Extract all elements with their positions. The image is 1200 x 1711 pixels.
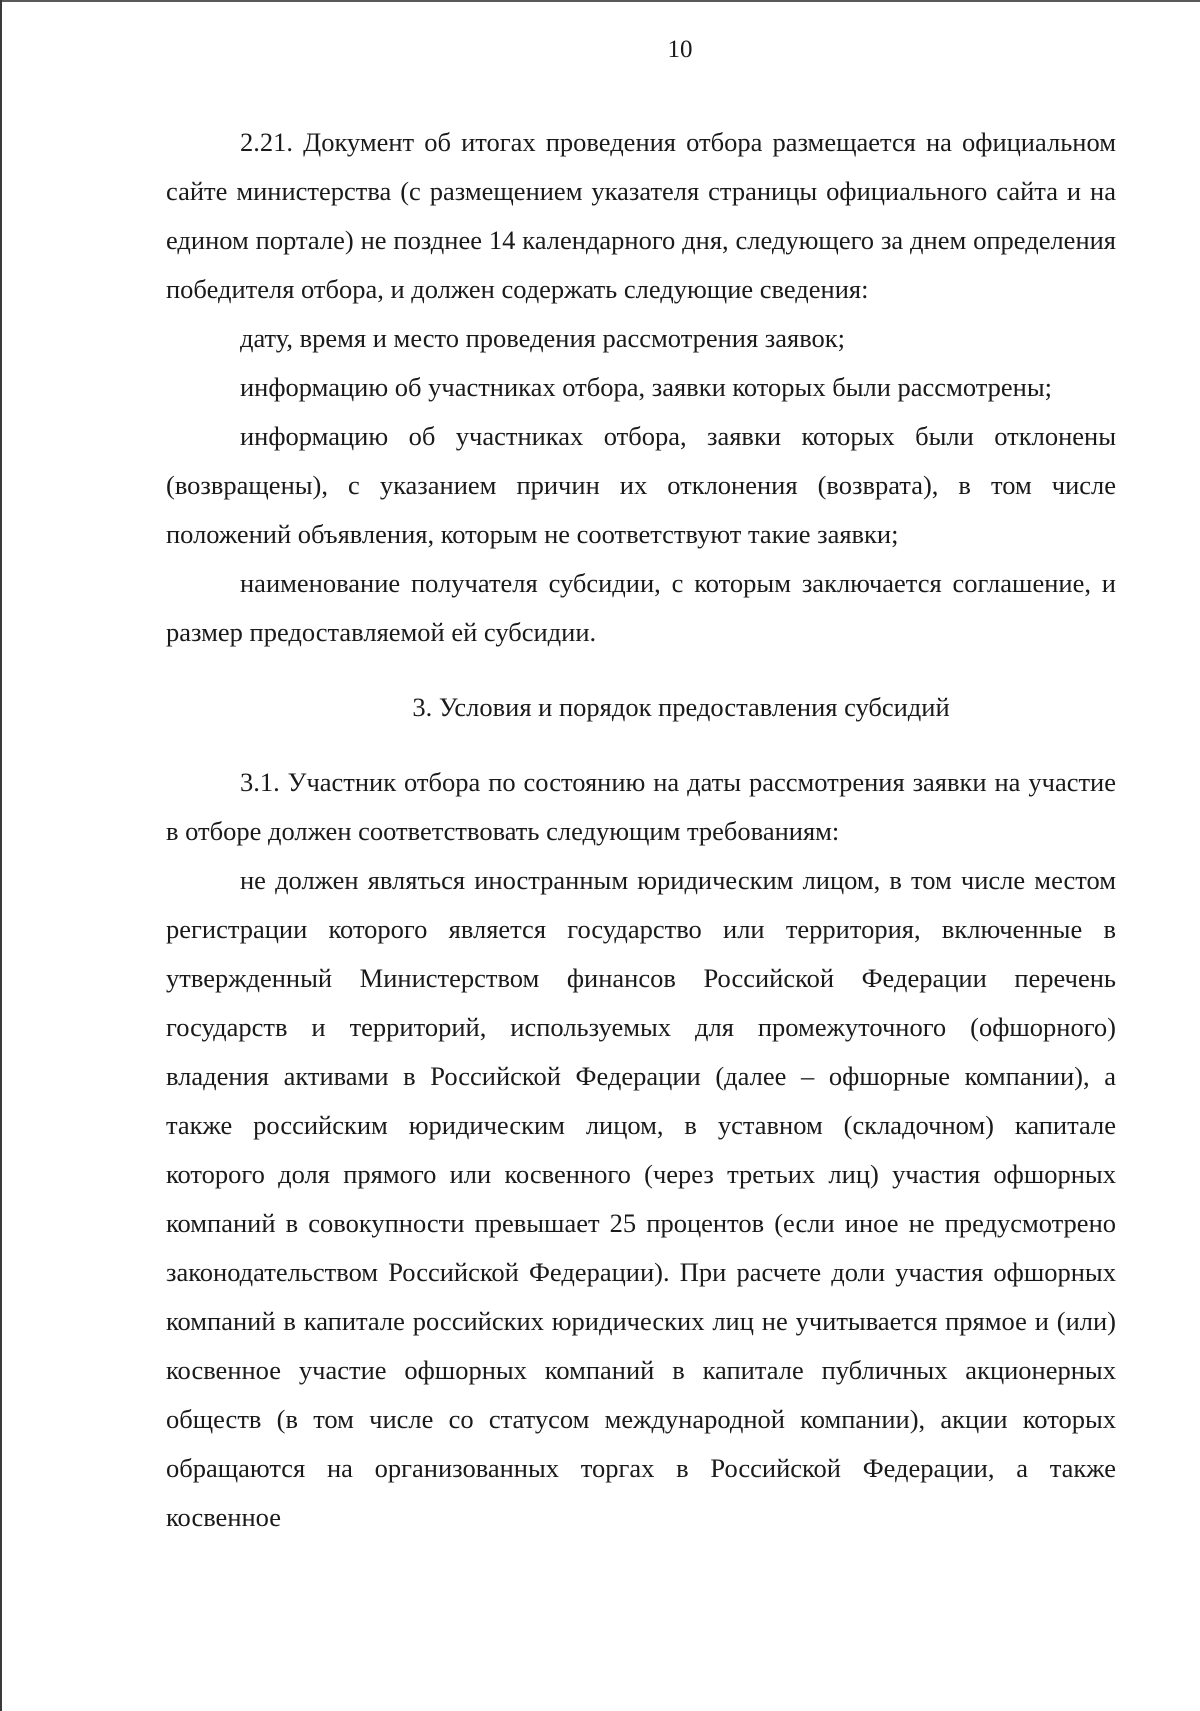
page-number: 10 bbox=[667, 36, 693, 63]
paragraph-3-1: 3.1. Участник отбора по состоянию на даты рассмотрения заявки на участие в отборе должен соответствовать следующим требованиям: bbox=[166, 767, 1116, 846]
list-item-date: дату, время и место проведения рассмотрения заявок; bbox=[240, 323, 846, 353]
requirement-not-foreign: не должен являться иностранным юридическим лицом, в том числе местом регистрации которого является государство или территория, включенные в утвержденный Министерством финансов Российской Федерации перечень государств и территорий, используемых для промежуточного (офшорного) владения активами в Российской Федерации (далее – офшорные компании), а также российским юридическим лицом, в уставном (складочном) капитале которого доля прямого или косвенного (через третьих лиц) участия офшорных компаний в совокупности превышает 25 процентов (если иное не предусмотрено законодательством Российской Федерации). При расчете доли участия офшорных компаний в капитале российских юридических лиц не учитывается прямое и (или) косвенное участие офшорных компаний в капитале публичных акционерных обществ (в том числе со статусом международной компании), акции которых обращаются на организованных торгах в Российской Федерации, а также косвенное bbox=[166, 865, 1116, 1532]
paragraph-2-21: 2.21. Документ об итогах проведения отбора размещается на официальном сайте министерства (с размещением указателя страницы официального сайта и на едином портале) не позднее 14 календарного дня, следующего за днем определения победителя отбора, и должен содержать следующие сведения: bbox=[166, 127, 1116, 304]
list-item-reviewed: информацию об участниках отбора, заявки которых были рассмотрены; bbox=[240, 372, 1053, 402]
list-item-recipient: наименование получателя субсидии, с которым заключается соглашение, и размер предоставляемой ей субсидии. bbox=[166, 568, 1116, 647]
document-body bbox=[166, 118, 1116, 1542]
section-3-heading: 3. Условия и порядок предоставления субсидий bbox=[412, 692, 950, 722]
list-item-rejected: информацию об участниках отбора, заявки которых были отклонены (возвращены), с указанием причин их отклонения (возврата), в том числе положений объявления, которым не соответствуют такие заявки; bbox=[166, 421, 1116, 549]
scan-edge-top bbox=[0, 0, 1200, 2]
scan-edge-left bbox=[0, 0, 2, 1711]
